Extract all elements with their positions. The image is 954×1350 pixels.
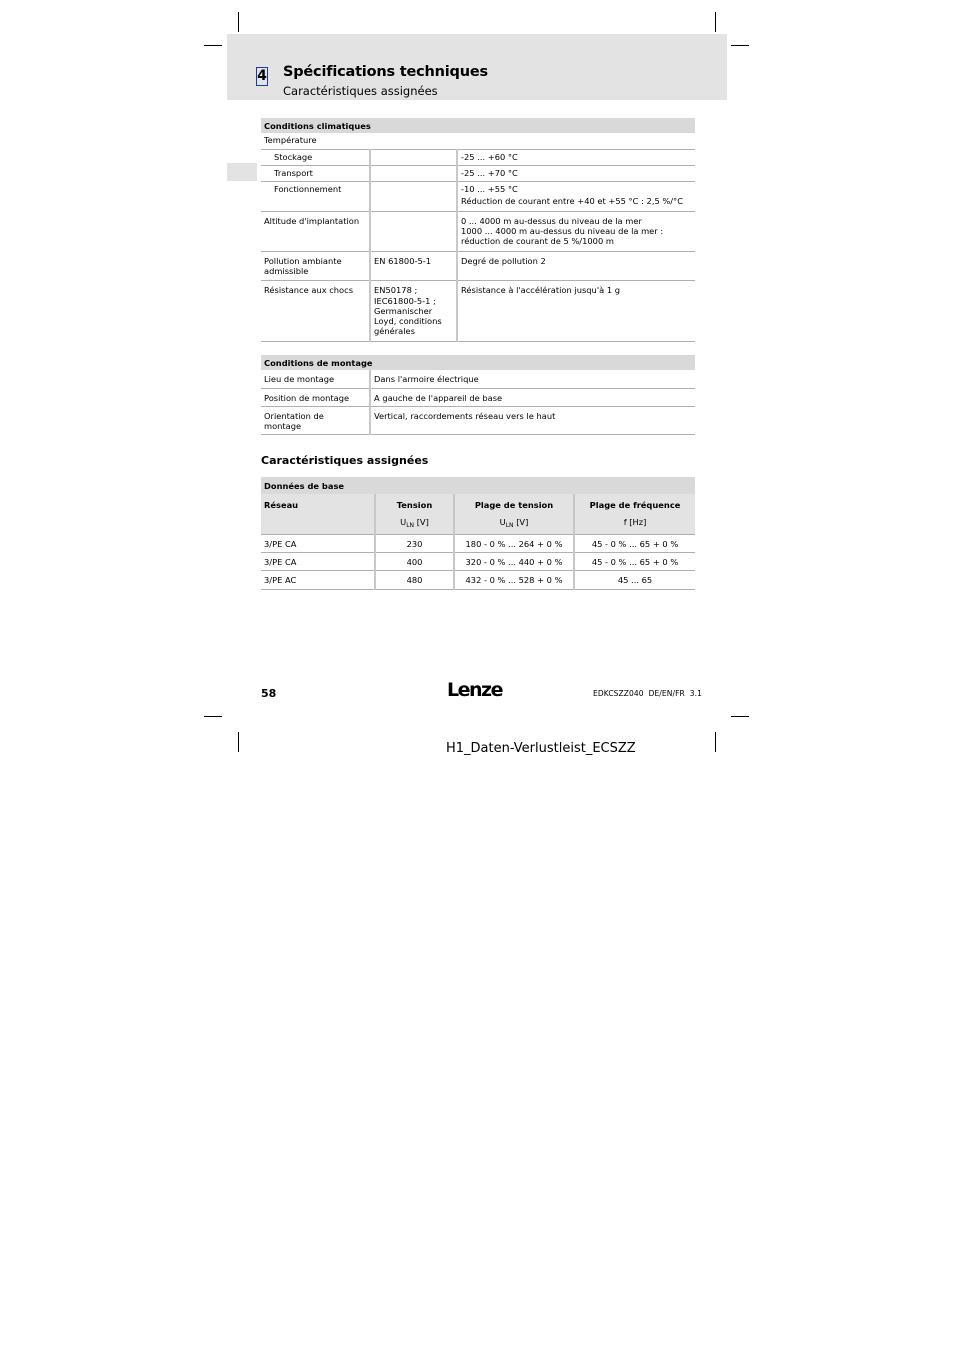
table-row (261, 251, 695, 281)
crop-mark (238, 732, 239, 752)
row-value: 0 ... 4000 m au-dessus du niveau de la mer 1000 ... 4000 m au-dessus du niveau de la mer : réduction de courant de 5 %/1000 m (457, 211, 695, 251)
side-tab-marker (227, 163, 257, 181)
base-data-table (261, 477, 695, 590)
row-label: Résistance aux chocs (261, 281, 370, 341)
row-label: Altitude d'implantation (261, 211, 370, 251)
crop-mark (238, 12, 239, 32)
chapter-title: Spécifications techniques (283, 64, 488, 80)
row-label: Stockage (261, 149, 370, 165)
crop-mark (731, 45, 749, 46)
row-value: Vertical, raccordements réseau vers le haut (370, 406, 695, 435)
row-label: Transport (261, 165, 370, 181)
row-norm: EN50178 ; IEC61800-5-1 ; Germanischer Loyd, conditions générales (370, 281, 457, 341)
table-caption: Données de base (261, 477, 695, 494)
temperature-label: Température (261, 133, 695, 149)
crop-mark (204, 45, 222, 46)
col-header-voltage-range: Plage de tension $U_{LN}$ [V] (454, 494, 574, 534)
row-value: A gauche de l'appareil de base (370, 388, 695, 406)
lenze-logo: Lenze (447, 679, 502, 701)
row-value: Résistance à l'accélération jusqu'à 1 g (457, 281, 695, 341)
row-norm (370, 182, 457, 212)
mounting-conditions-table (261, 355, 695, 435)
row-label: Pollution ambiante admissible (261, 251, 370, 281)
crop-mark (204, 716, 222, 717)
table-row (261, 281, 695, 341)
crop-mark (715, 732, 716, 752)
table-row (261, 553, 695, 571)
crop-mark (731, 716, 749, 717)
row-norm (370, 211, 457, 251)
table-caption: Conditions de montage (261, 355, 695, 370)
col-header-frequency-range: Plage de fréquence f [Hz] (574, 494, 695, 534)
crop-mark (715, 12, 716, 32)
cell-voltage: 480 (375, 571, 454, 589)
table-row (261, 370, 695, 388)
row-norm (370, 149, 457, 165)
table-row (261, 534, 695, 552)
cell-network: 3/PE CA (261, 553, 375, 571)
cell-network: 3/PE CA (261, 534, 375, 552)
document-reference: EDKCSZZ040 DE/EN/FR 3.1 (593, 689, 703, 698)
row-label: Fonctionnement (261, 182, 370, 212)
table-caption: Conditions climatiques (261, 118, 695, 133)
col-header-voltage: Tension $U_{LN}$ [V] (375, 494, 454, 534)
chapter-number: 4 (257, 68, 267, 84)
table-row (261, 571, 695, 589)
row-label: Lieu de montage (261, 370, 370, 388)
row-value: -10 ... +55 °C Réduction de courant entre +40 et +55 °C : 2,5 %/°C (457, 182, 695, 212)
table-row (261, 388, 695, 406)
col-header-network: Réseau (261, 494, 375, 534)
table-header-row (261, 494, 695, 534)
row-norm (370, 165, 457, 181)
cell-frequency-range: 45 - 0 % ... 65 + 0 % (574, 534, 695, 552)
row-label: Orientation de montage (261, 406, 370, 435)
file-label: H1_Daten-Verlustleist_ECSZZ (446, 741, 636, 756)
table-row (261, 182, 695, 212)
row-value: -25 ... +60 °C (457, 149, 695, 165)
cell-voltage: 400 (375, 553, 454, 571)
cell-frequency-range: 45 ... 65 (574, 571, 695, 589)
row-value: -25 ... +70 °C (457, 165, 695, 181)
cell-voltage: 230 (375, 534, 454, 552)
row-value: Dans l'armoire électrique (370, 370, 695, 388)
table-row (261, 211, 695, 251)
table-row (261, 406, 695, 435)
cell-voltage-range: 432 - 0 % ... 528 + 0 % (454, 571, 574, 589)
cell-frequency-range: 45 - 0 % ... 65 + 0 % (574, 553, 695, 571)
chapter-subtitle: Caractéristiques assignées (283, 84, 438, 98)
table-row (261, 149, 695, 165)
table-row (261, 165, 695, 181)
section-heading: Caractéristiques assignées (261, 454, 429, 467)
row-label: Position de montage (261, 388, 370, 406)
cell-voltage-range: 180 - 0 % ... 264 + 0 % (454, 534, 574, 552)
cell-voltage-range: 320 - 0 % ... 440 + 0 % (454, 553, 574, 571)
page-number: 58 (261, 687, 277, 700)
cell-network: 3/PE AC (261, 571, 375, 589)
row-norm: EN 61800-5-1 (370, 251, 457, 281)
row-value: Degré de pollution 2 (457, 251, 695, 281)
climatic-conditions-table (261, 118, 695, 342)
